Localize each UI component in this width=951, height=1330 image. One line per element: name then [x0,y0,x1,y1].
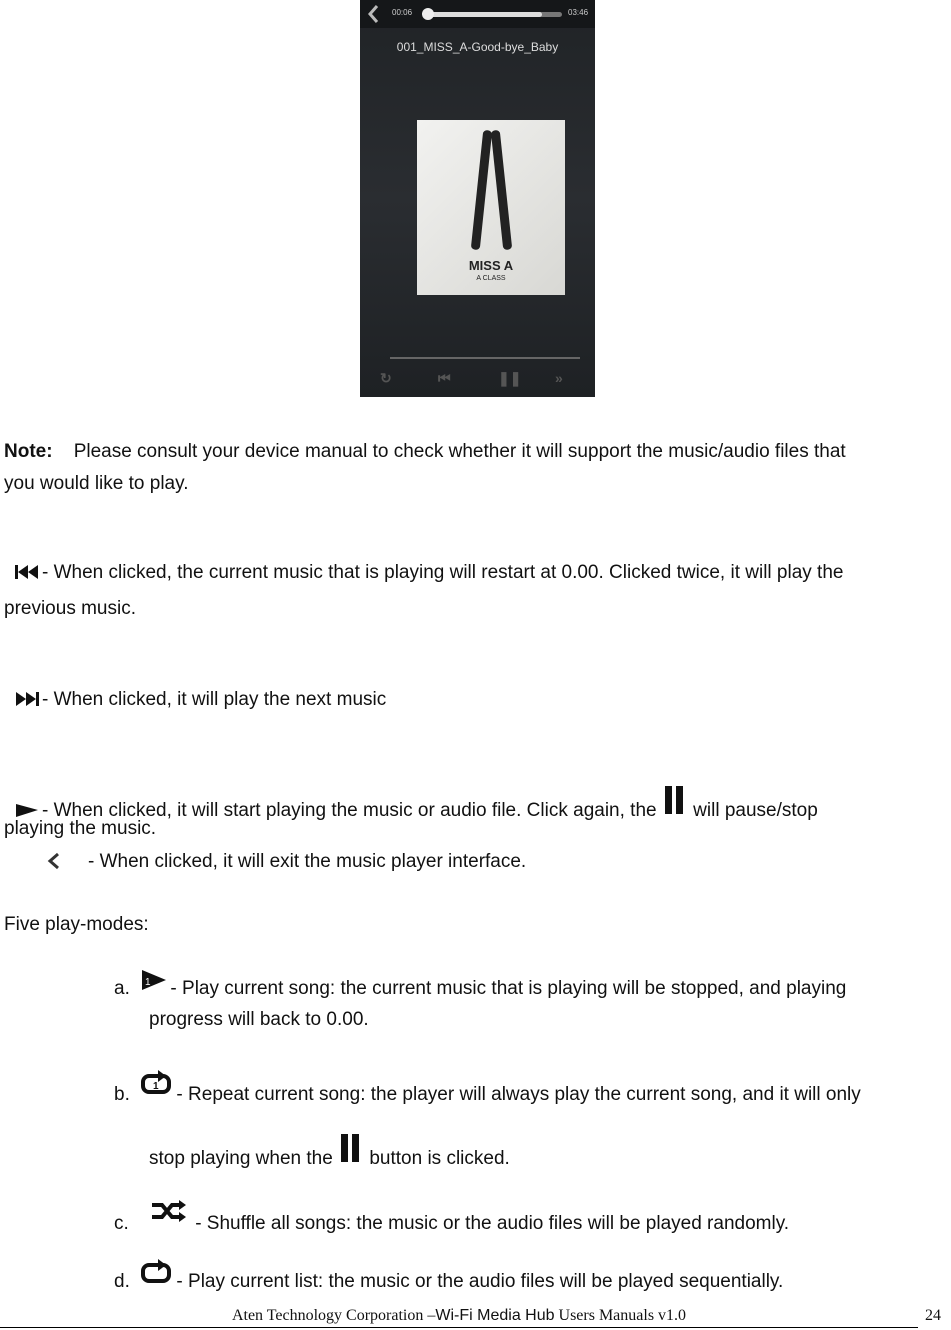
mode-a-text: - Play current song: the current music that is playing will be stopped, and playing [170,978,847,999]
next-icon[interactable]: » [555,370,563,386]
mode-a-letter: a. [114,978,130,999]
play-modes-title: Five play-modes: [4,914,149,935]
seek-bar[interactable] [426,12,562,17]
back-icon [46,852,86,870]
prev-text-2: previous music. [4,598,136,619]
shuffle-icon [150,1199,188,1223]
total-time: 03:46 [568,8,589,17]
play-text-2: playing the music. [4,818,157,839]
pause-icon[interactable]: ❚❚ [498,370,522,386]
back-icon [366,4,380,24]
play-text: - When clicked, it will start playing the music or audio file. Click again, the [42,800,657,821]
repeat-one-icon [140,1066,174,1100]
footer [0,1307,918,1325]
mode-b-text: - Repeat current song: the player will always play the current song, and it will only [176,1084,861,1105]
music-player-screenshot [360,0,595,397]
album-art [417,120,565,295]
page-number: 24 [925,1307,941,1324]
mode-c-text: - Shuffle all songs: the music or the audio files will be played randomly. [195,1213,790,1234]
previous-icon [14,563,40,581]
album-subtitle: A CLASS [476,275,506,282]
footer-rule [0,1327,918,1328]
previous-icon[interactable]: ⏮ [438,370,451,386]
mode-b-text-3: button is clicked. [369,1148,510,1169]
play-icon [14,801,40,819]
prev-text: - When clicked, the current music that is playing will restart at 0.00. Clicked twice, it will play the [42,562,844,583]
pause-icon [338,1134,362,1164]
repeat-list-icon [140,1257,174,1285]
play-text-b: will pause/stop [693,800,818,821]
play-current-song-icon [140,968,168,992]
note-text: Please consult your device manual to check whether it will support the music/audio files that [73,441,846,462]
svg-text:1: 1 [145,977,151,988]
play-mode-icon[interactable]: ↻ [380,370,392,386]
player-top-bar [360,0,595,28]
footer-company: Aten Technology Corporation – [231,1307,436,1324]
mode-b-letter: b. [114,1084,130,1105]
mode-d-text: - Play current list: the music or the audio files will be played sequentially. [176,1271,784,1292]
note-label: Note: [4,441,53,462]
back-text: - When clicked, it will exit the music player interface. [88,851,527,872]
footer-manual: Users Manuals v1.0 [554,1307,687,1324]
mode-d-letter: d. [114,1271,130,1292]
elapsed-time: 00:06 [392,8,413,17]
next-icon [14,690,40,708]
next-text: - When clicked, it will play the next music [42,689,387,710]
mode-c-letter: c. [114,1213,129,1234]
pause-icon [662,786,686,816]
album-logo: MISS A [468,258,514,273]
svg-text:1: 1 [153,1081,159,1092]
song-title: 001_MISS_A-Good-bye_Baby [396,40,559,54]
mode-a-text-2: progress will back to 0.00. [149,1009,369,1030]
mode-b-text-2: stop playing when the [149,1148,333,1169]
footer-product: Wi-Fi Media Hub [435,1307,555,1324]
note-text-2: you would like to play. [4,473,189,494]
seek-knob[interactable] [422,8,434,20]
